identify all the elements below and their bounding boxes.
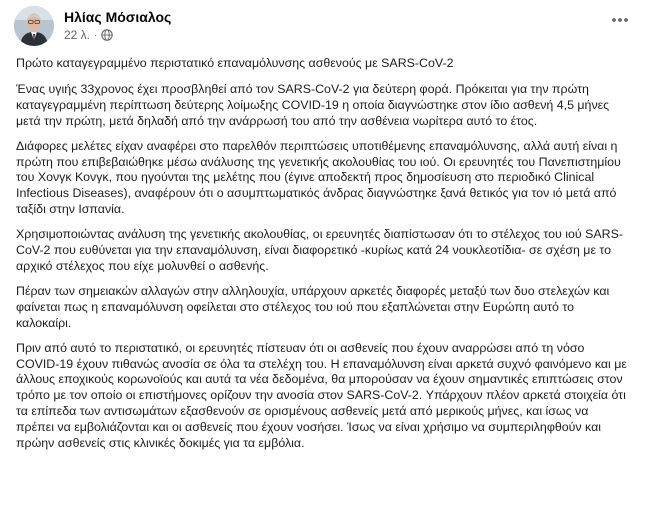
- more-options-button[interactable]: [606, 10, 634, 30]
- post-title: Πρώτο καταγεγραμμένο περιστατικό επαναμόλυνσης ασθενούς με SARS-CoV-2: [16, 56, 454, 70]
- post-paragraph-1: Ένας υγιής 33χρονος έχει προσβληθεί από τον SARS-CoV-2 για δεύτερη φορά. Πρόκειται για την πρώτη καταγεγραμμένη περίπτωση δεύτερης λοίμωξης COVID-19 η οποία διαγνώστηκε στον ίδιο ασθενή 4,5 μήνες μετά την πρώτη, μετά δηλαδή από την ανάρρωσή του από την ασθένεια νωρίτερα αυτό το έτος.: [16, 81, 610, 128]
- post-paragraph-4: Πέραν των σημειακών αλλαγών στην αλληλουχία, υπάρχουν αρκετές διαφορές μεταξύ των δυο στελεχών και φαίνεται πως η επαναμόλυνση οφείλεται στο στέλεχος του ιού που εξαπλώνεται στην Ευρώπη αυτό το καλοκαίρι.: [16, 283, 610, 330]
- avatar[interactable]: [14, 6, 54, 46]
- globe-icon[interactable]: [101, 29, 113, 41]
- post-author[interactable]: Ηλίας Μόσιαλος: [64, 9, 172, 25]
- more-options-icon: [610, 17, 630, 23]
- post-paragraph-2: Διάφορες μελέτες είχαν αναφέρει στο παρελθόν περιπτώσεις υποτιθέμενης επαναμόλυνσης, αλλά αυτή είναι η πρώτη που επιβεβαιώθηκε μέσω ανάλυσης της γενετικής ακολουθίας του ιού. Οι ερευνητές του Πανεπιστημίου του Χονγκ Κονγκ, που ηγούνται της μελέτης που (έγινε αποδεκτή προς δημοσίευση στο περιοδικό Clinical Infectious Diseases), αναφέρουν ότι ο ασυμπτωματικός άνδρας διαγνώστηκε ξανά θετικός για τον ιό μετά από ταξίδι στην Ισπανία.: [16, 138, 621, 217]
- post-body: [16, 56, 628, 461]
- post-meta: [64, 28, 113, 42]
- meta-separator: ·: [94, 29, 98, 41]
- post-header: [14, 6, 634, 50]
- post-paragraph-5: Πριν από αυτό το περιστατικό, οι ερευνητές πίστευαν ότι οι ασθενείς που έχουν αναρρώσει από τη νόσο COVID-19 έχουν πιθανώς ανοσία σε όλα τα στελέχη του. Η επαναμόλυνση είναι αρκετά συχνό φαινόμενο και με άλλους εποχικούς κορωνοϊούς και αυτά τα νέα δεδομένα, θα μπορούσαν να έχουν σημαντικές επιπτώσεις στον τρόπο με τον οποίο οι επιστήμονες ορίζουν την ανοσία στον SARS-CoV-2. Υπάρχουν πλέον αρκετά στοιχεία ότι τα επίπεδα των αντισωμάτων εξασθενούν σε ορισμένους ασθενείς μετά από μερικούς μήνες, και ίσως να πρέπει να εμβολιάζονται και οι ασθενείς που έχουν νοσήσει. Ίσως να είναι χρήσιμο να συμπεριληφθούν και πρώην ασθενείς στις κλινικές δοκιμές για τα εμβόλια.: [16, 340, 627, 451]
- avatar-photo: [14, 6, 54, 46]
- post-paragraph-3: Χρησιμοποιώντας ανάλυση της γενετικής ακολουθίας, οι ερευνητές διαπίστωσαν ότι το στέλεχος του ιού SARS-CoV-2 που ευθύνεται για την επαναμόλυνση, είναι διαφορετικό -κυρίως κατά 24 νουκλεοτίδια- σε σχέση με το αρχικό στέλεχος που είχε μολυνθεί ο ασθενής.: [16, 227, 623, 273]
- post-timestamp[interactable]: 22 λ.: [64, 28, 91, 42]
